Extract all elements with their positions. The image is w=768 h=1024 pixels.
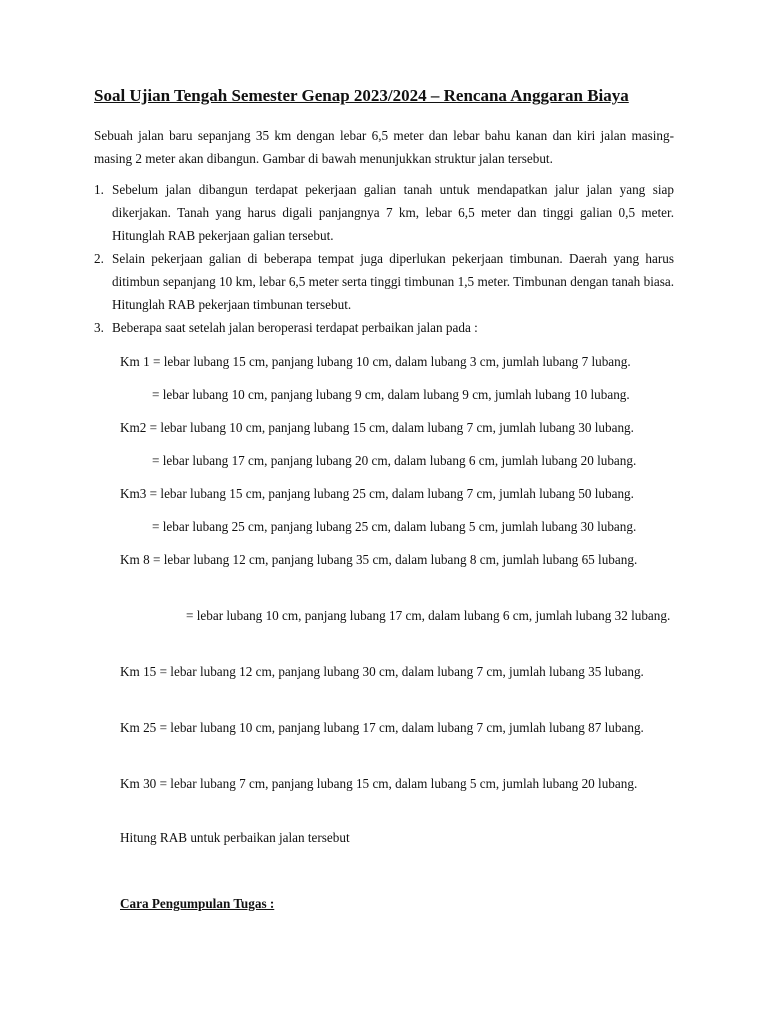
repair-entry: Km3 = lebar lubang 15 cm, panjang lubang 25 cm, dalam lubang 7 cm, jumlah lubang 50 lubang. (120, 486, 634, 501)
repair-entry: Km 1 = lebar lubang 15 cm, panjang lubang 10 cm, dalam lubang 3 cm, jumlah lubang 7 lubang. (120, 354, 631, 369)
repair-entry: Km 8 = lebar lubang 12 cm, panjang lubang 35 cm, dalam lubang 8 cm, jumlah lubang 65 lubang. (120, 552, 638, 567)
closing-instruction: Hitung RAB untuk perbaikan jalan tersebut (120, 830, 350, 845)
document-title: Soal Ujian Tengah Semester Genap 2023/2024 – Rencana Anggaran Biaya (94, 86, 629, 105)
question-text: Sebelum jalan dibangun terdapat pekerjaan galian tanah untuk mendapatkan jalur jalan yang siap dikerjakan. Tanah yang harus digali panjangnya 7 km, lebar 6,5 meter dan tinggi galian 0,5 meter. Hitunglah RAB pekerjaan galian tersebut. (112, 182, 674, 243)
question-text: Beberapa saat setelah jalan beroperasi terdapat perbaikan jalan pada : (112, 320, 478, 335)
repair-entry: Km 15 = lebar lubang 12 cm, panjang lubang 30 cm, dalam lubang 7 cm, jumlah lubang 35 lubang. (120, 664, 644, 679)
repair-entry: Km2 = lebar lubang 10 cm, panjang lubang 15 cm, dalam lubang 7 cm, jumlah lubang 30 lubang. (120, 420, 634, 435)
question-item (94, 316, 674, 339)
intro-paragraph: Sebuah jalan baru sepanjang 35 km dengan lebar 6,5 meter dan lebar bahu kanan dan kiri jalan masing-masing 2 meter akan dibangun. Gambar di bawah menunjukkan struktur jalan tersebut. (94, 128, 674, 166)
question-number: 3. (94, 320, 104, 335)
section-heading: Cara Pengumpulan Tugas : (120, 896, 275, 911)
question-item (94, 247, 674, 316)
repair-entry: = lebar lubang 10 cm, panjang lubang 9 cm, dalam lubang 9 cm, jumlah lubang 10 lubang. (152, 387, 630, 402)
question-item (94, 178, 674, 247)
repair-entry: = lebar lubang 25 cm, panjang lubang 25 cm, dalam lubang 5 cm, jumlah lubang 30 lubang. (152, 519, 637, 534)
repair-entry: Km 25 = lebar lubang 10 cm, panjang lubang 17 cm, dalam lubang 7 cm, jumlah lubang 87 lubang. (120, 720, 644, 735)
repair-entry: = lebar lubang 10 cm, panjang lubang 17 cm, dalam lubang 6 cm, jumlah lubang 32 lubang. (186, 608, 671, 623)
question-text: Selain pekerjaan galian di beberapa tempat juga diperlukan pekerjaan timbunan. Daerah yang harus ditimbun sepanjang 10 km, lebar 6,5 meter serta tinggi timbunan 1,5 meter. Timbunan dengan tanah biasa. Hitunglah RAB pekerjaan timbunan tersebut. (112, 251, 674, 312)
repair-entry: = lebar lubang 17 cm, panjang lubang 20 cm, dalam lubang 6 cm, jumlah lubang 20 lubang. (152, 453, 637, 468)
question-number: 2. (94, 251, 104, 266)
repair-entry: Km 30 = lebar lubang 7 cm, panjang lubang 15 cm, dalam lubang 5 cm, jumlah lubang 20 lubang. (120, 776, 638, 791)
question-list (94, 178, 674, 339)
question-number: 1. (94, 182, 104, 197)
